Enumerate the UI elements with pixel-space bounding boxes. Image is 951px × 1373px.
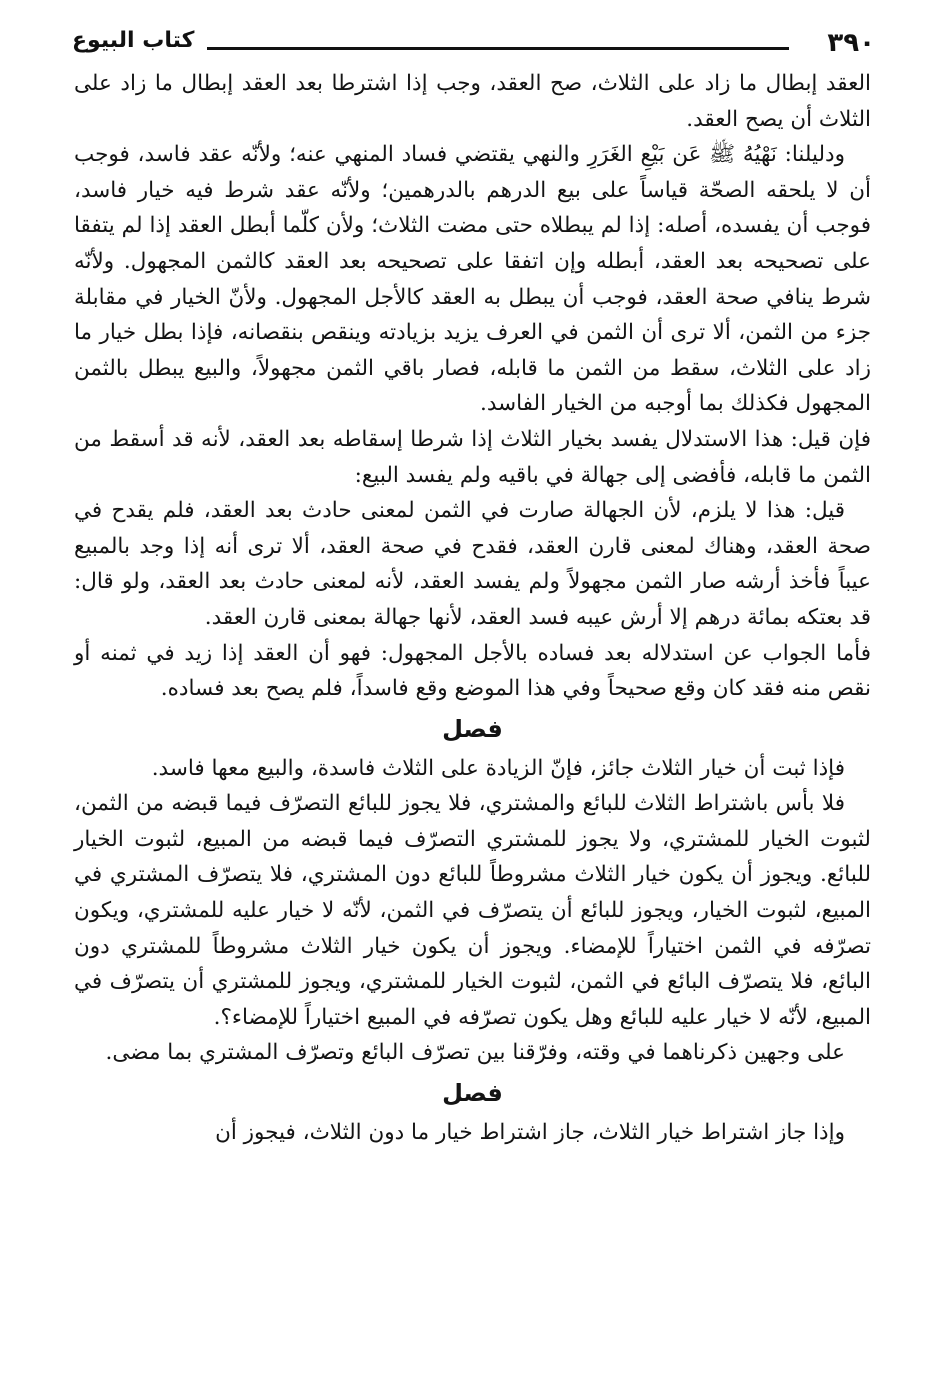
paragraph-options: فلا بأس باشتراط الثلاث للبائع والمشتري، فلا يجوز للبائع التصرّف فيما قبضه من الثمن، لثبوت الخيار للمشتري، ولا يجوز للمشتري التصرّف فيما قبضه من المبيع، لثبوت الخيار للبائع. ويجوز أن يكون خيار الثلاث مشروطاً للبائع دون المشتري، فلا يتصرّف المشتري في المبيع، لثبوت الخيار، ويجوز للبائع أن يتصرّف في الثمن، لأنّه لا خيار عليه للمشتري، ويكون تصرّفه في الثمن اختياراً للإمضاء. ويجوز أن يكون خيار الثلاث مشروطاً للمشتري دون البائع، فلا يتصرّف البائع في الثمن، لثبوت الخيار للمشتري، ويجوز للمشتري أن يتصرّف في المبيع، لأنّه لا خيار عليه للبائع وهل يكون تصرّفه في المبيع اختياراً للإمضاء؟.: [74, 791, 871, 1030]
paragraph-reply: قيل: هذا لا يلزم، لأن الجهالة صارت في الثمن لمعنى حادث بعد العقد، فلم يقدح في صحة العقد، وهناك لمعنى قارن العقد، فقدح في صحة العقد، ألا ترى أنه إذا وجد بالمبيع عيباً فأخذ أرشه صار الثمن مجهولاً ولم يفسد العقد، لأنه لمعنى حادث بعد العقد، ولو قال: قد بعتكه بمائة درهم إلا أرش عيبه فسد العقد، لأنها جهالة بمعنى قارن العقد.: [74, 498, 871, 630]
page-body: [74, 66, 871, 1151]
running-title: كتاب البيوع: [72, 28, 195, 53]
section-heading: فصل: [442, 714, 503, 743]
header-rule: [207, 47, 789, 50]
paragraph-evidence: ودليلنا: نَهْيُهُ ﷺ عَن بَيْعِ الغَرَرِ والنهي يقتضي فساد المنهي عنه؛ ولأنّه عقد فاسد، فوجب أن لا يلحقه الصحّة قياساً على بيع الدرهم بالدرهمين؛ ولأنّه عقد شرط فيه خيار فاسد، فوجب أن يفسده، أصله: إذا لم يبطلاه حتى مضت الثلاث؛ ولأن كلّما أبطل العقد إذا لم يتفقا على تصحيحه بعد العقد، أبطله وإن اتفقا على تصحيحه بعد العقد كالثمن المجهول. ولأنّه شرط ينافي صحة العقد، فوجب أن يبطل به العقد كالأجل المجهول. ولأنّ الخيار في مقابلة جزء من الثمن، ألا ترى أن الثمن في العرف يزيد بزيادته وينقص بنقصانه، فإذا بطل خيار ما زاد على الثلاث، سقط من الثمن ما قابله، فصار باقي الثمن مجهولاً، والبيع يبطل بالثمن المجهول فكذلك بما أوجبه من الخيار الفاسد.: [74, 142, 871, 417]
section-heading: فصل: [442, 1079, 503, 1108]
paragraph-last: وإذا جاز اشتراط خيار الثلاث، جاز اشتراط خيار ما دون الثلاث، فيجوز أن: [215, 1120, 845, 1146]
paragraph-section-intro: فإذا ثبت أن خيار الثلاث جائز، فإنّ الزيادة على الثلاث فاسدة، والبيع معها فاسد.: [151, 755, 845, 781]
paragraph-two-views: على وجهين ذكرناهما في وقته، وفرّقنا بين تصرّف البائع وتصرّف المشتري بما مضى.: [105, 1040, 845, 1066]
page-header: [72, 26, 875, 66]
page-number: ٣٩٠: [827, 28, 875, 58]
paragraph-answer: فأما الجواب عن استدلاله بعد فساده بالأجل المجهول: فهو أن العقد إذا زيد في ثمنه أو نقص منه فقد كان وقع صحيحاً وفي هذا الموضع وقع فاسداً، فلم يصح بعد فساده.: [74, 640, 871, 702]
paragraph-objection: فإن قيل: هذا الاستدلال يفسد بخيار الثلاث إذا شرطا إسقاطه بعد العقد، لأنه قد أسقط من الثمن ما قابله، فأفضى إلى جهالة في باقيه ولم يفسد البيع:: [74, 426, 871, 488]
paragraph-continuation: العقد إبطال ما زاد على الثلاث، صح العقد، وجب إذا اشترطا بعد العقد إبطال ما زاد على الثلاث أن يصح العقد.: [74, 71, 871, 132]
